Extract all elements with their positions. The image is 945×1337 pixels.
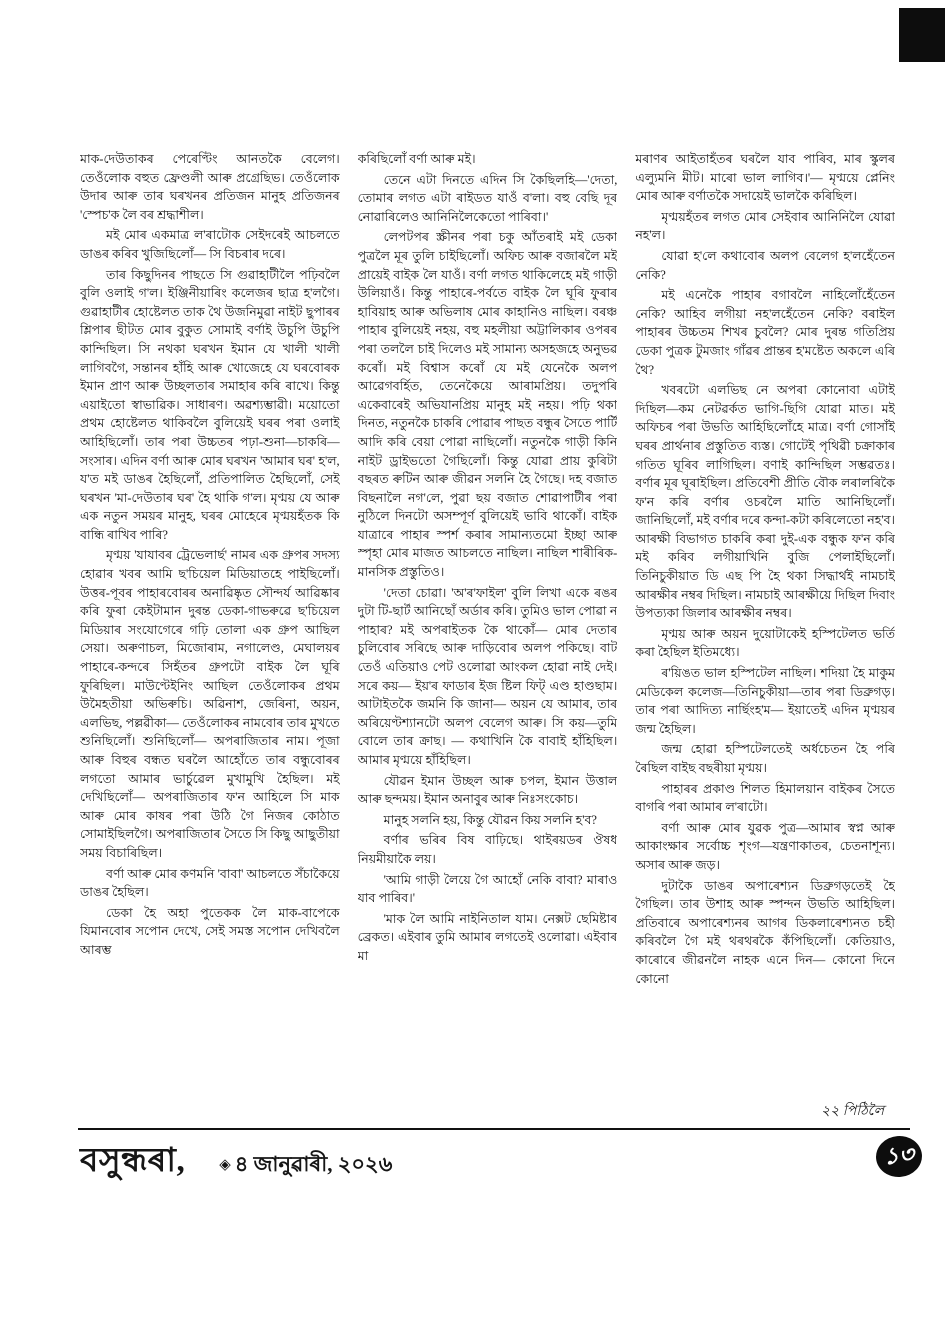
paragraph: মই মোৰ একমাত্ৰ ল'ৰাটোক সেইদৰেই আচলতে ডাঙৰ কৰিব খুজিছিলোঁ— সি বিচৰাৰ দৰে।: [80, 228, 340, 261]
footer: [80, 1134, 780, 1190]
issue-date-text: ৪ জানুৱাৰী, ২০২৬: [234, 1152, 393, 1176]
paragraph: যৌৱন ইমান উচ্ছল আৰু চপল, ইমান উত্তাল আৰু ছন্দময়। ইমান অনাবুৰ আৰু নিঃসংকোচ।: [357, 773, 618, 807]
magazine-masthead: বসুন্ধৰা,: [80, 1143, 186, 1179]
paragraph: মৃণ্ময়হঁতৰ লগত মোৰ সেইবাৰ আনিনিলৈ যোৱা নহ'ল।: [635, 209, 895, 243]
footer-rule: [78, 1128, 910, 1130]
paragraph: ৰ'য়িঙত ভাল হস্পিটেল নাছিল। শদিয়া হৈ মাকুম মেডিকেল কলেজ—তিনিচুকীয়া—তাৰ পৰা ডিব্ৰুগড়। তাৰ পৰা আদিত্য নাৰ্ছিংহ'ম— ইয়াতেই এদিন মৃণ্ময়ৰ জন্ম হৈছিল।: [635, 666, 895, 736]
paragraph: খবৰটো এলভিছ নে অপৰা কোনোবা এটাই দিছিল—কম নেটৱৰ্কত ভাগি-ছিগি যোৱা মাত। মই অফিচৰ পৰা উভতি আহিছিলোঁহে মাত্ৰ। বৰ্ণা গোসাঁই ঘৰৰ প্ৰাৰ্থনাৰ প্ৰস্তুতিত ব্যস্ত। গোটেই পৃথিৱী চক্ৰাকাৰ গতিত ঘূৰিব লাগিছিল। বণাই কান্দিছিল সম্ভৱতঃ। বৰ্ণাৰ মূৰ ঘূৰাইছিল। প্ৰতিবেশী প্ৰীতি বৌক লৰালৰিকৈ ফ'ন কৰি বৰ্ণাৰ ওচৰলৈ মাতি আনিছিলোঁ। জানিছিলোঁ, মই বৰ্ণাৰ দৰে কন্দা-কটা কৰিলেতো নহ'ব। আৰক্ষী বিভাগত চাকৰি কৰা দুই-এক বন্ধুক ফ'ন কৰি মই কৰিব লগীয়াখিনি বুজি পেলাইছিলোঁ। তিনিচুকীয়াত ডি এছ পি হৈ থকা সিদ্ধাৰ্থই নামচাই আৰক্ষীৰ নম্বৰ দিছিল। নামচাই আৰক্ষীয়ে দিছিল দিবাং উপত্যকা জিলাৰ আৰক্ষীৰ নম্বৰ।: [635, 383, 895, 621]
diamond-ornament-icon: ◈: [219, 1155, 231, 1173]
paragraph: 'মাক লৈ আমি নাইনিতাল যাম। নেক্সট ছেমিষ্টাৰ ব্ৰেকত। এইবাৰ তুমি আমাৰ লগতেই ওলোৱা। এইবাৰ মা: [357, 911, 618, 963]
paragraph: বৰ্ণাৰ ভৰিৰ বিষ বাঢ়িছে। থাইৰয়ডৰ ঔষধ নিয়মীয়াকৈ লয়।: [357, 833, 618, 866]
paragraph: যোৱা হ'লে কথাবোৰ অলপ বেলেগ হ'লহেঁতেন নেকি?: [635, 248, 895, 282]
paragraph: মই এনেকৈ পাহাৰ বগাবলৈ নাহিলোঁহেঁতেন নেকি? আহিব লগীয়া নহ'লহেঁতেন নেকি? বৰাইল পাহাৰৰ উচ্চতম শিখৰ চুবলৈ? মোৰ দুৰন্ত গতিপ্ৰিয় ডেকা পুত্ৰক টুমজাং গাঁৱৰ প্ৰান্তৰ হ'মষ্টেত অকলে এৰি থৈ?: [635, 288, 895, 377]
paragraph: 'দেতা চোৱা। 'অ'ৰ'ফাইল' বুলি লিখা একে ৰঙৰ দুটা টি-ছাৰ্ট আনিছোঁ অৰ্ডাৰ কৰি। তুমিও ভাল পোৱা ন পাহাৰ? মই অপৰাইতক কৈ থাকোঁ— মোৰ দেতাৰ চুলিবোৰ সৰিছে আৰু দাড়িবোৰ অলপ পকিছে। বাট তেওঁ এতিয়াও পেট ওলোৱা আংকল হোৱা নাই দেই। সৰে কয়— ইয়'ৰ ফাডাৰ ইজ ষ্টিল ফিট্ এণ্ড হাণ্ডছাম। আটাইতকৈ জমনি কি জানা— অয়ন যে আমাৰ, তাৰ অৰিয়েণ্টশ্যানটো অলপ বেলেগ আৰু। সি কয়—তুমি বোলে তাৰ ক্ৰাছ। — কথাখিনি কৈ বাবাই হাঁহিছিল। আমাৰ মৃণ্ময়ে হাঁহিছিল।: [357, 585, 618, 767]
page-number-badge: [874, 1134, 923, 1179]
text-column-1: [80, 150, 340, 1130]
paragraph: দুটাকৈ ডাঙৰ অপাৰেশ্যন ডিব্ৰুগড়তেই হৈ গৈছিল। তাৰ উশাহ আৰু স্পন্দন উভতি আহিছিল। প্ৰতিবাৰে অপাৰেশ্যনৰ আগৰ ডিকলাৰেশ্যনত চহী কৰিবলৈ গৈ মই থৰথৰকৈ কঁপিছিলোঁ। কেতিয়াও, কাৰোৰে জীৱনলৈ নাহক এনে দিন— কোনো দিনে কোনো: [635, 878, 895, 986]
paragraph: লেপটপৰ স্ক্ৰীনৰ পৰা চকু আঁতৰাই মই ডেকা পুত্ৰলৈ মূৰ তুলি চাইছিলোঁ। অফিচ আৰু বজাৰলৈ মই প্ৰায়েই বাইক লৈ যাওঁ। বৰ্ণা লগত থাকিলেহে মই গাড়ী উলিয়াওঁ। কিন্তু পাহাৰে-পৰ্বতে বাইক লৈ ঘূৰি ফুৰাৰ হাবিয়াহ আৰু অভিলাষ মোৰ কাহানিও নাছিল। বৰঞ্চ পাহাৰ বুলিয়েই নহয়, বহু মহলীয়া অট্টালিকাৰ ওপৰৰ পৰা তললৈ চাই দিলেও মই সামান্য অসহজহে অনুভৱ কৰোঁ। মই বিশ্বাস কৰোঁ যে মই যেনেকৈ অলপ আৱেগবৰ্হিত, তেনেকৈয়ে আৰামপ্ৰিয়। তদুপৰি একেবাৰেই অভিযানপ্ৰিয় মানুহ মই নহয়। পঢ়ি থকা দিনত, নতুনকৈ চাকৰি পোৱাৰ পাছত বন্ধুৰ সৈতে পাৰ্টি আদি কৰি বেয়া পোৱা নাছিলোঁ। নতুনকৈ গাড়ী কিনি নাইট ড্ৰাইভতো গৈছিলোঁ। কিন্তু যোৱা প্ৰায় কুৰিটা বছৰত ৰুটিন আৰু জীৱন সলনি হৈ গৈছে। দহ বজাত বিছনালৈ নগ'লে, পুৱা ছয় বজাত শোৱাপাটীৰ পৰা নুঠিলে দিনটো অসম্পূৰ্ণ বুলিয়েই ভাবি থাকোঁ। বাইক যাত্ৰাৰে পাহাৰ স্পৰ্শ কৰাৰ সামান্যতমো ইচ্ছা আৰু স্পৃহা মোৰ মাজত আচলতে নাছিল। নাছিল শাৰীৰিক-মানসিক প্ৰস্তুতিও।: [357, 230, 618, 580]
paragraph: তেনে এটা দিনতে এদিন সি কৈছিলহি—'দেতা, তোমাৰ লগত এটা ৰাইডত যাওঁ ব'লা। বহু বেছি দূৰ নোৱাৰিলেও আনিনিলৈকেতো পাৰিবা।': [357, 172, 618, 224]
paragraph: মৃণ্ময় 'যাযাবৰ ট্ৰেভেলাৰ্ছ' নামৰ এক গ্ৰুপৰ সদস্য হোৱাৰ খবৰ আমি ছ'চিয়েল মিডিয়াতহে পাইছিলোঁ। উত্তৰ-পূবৰ পাহাৰবোৰৰ অনাৱিষ্কৃত সৌন্দৰ্য আৱিষ্কাৰ কৰি ফুৰা কেইটামান দুৰন্ত ডেকা-গাভৰুৱে ছ'চিয়েল মিডিয়াৰ সংযোগেৰে গঢ়ি তোলা এক গ্ৰুপ আছিল সেয়া। অৰুণাচল, মিজোৰাম, নগালেণ্ড, মেঘালয়ৰ পাহাৰে-কন্দৰে সিহঁতৰ গ্ৰুপটো বাইক লৈ ঘূৰি ফুৰিছিল। মাউণ্টেইনিং আছিল তেওঁলোকৰ প্ৰথম উমৈহতীয়া অভিৰুচি। অৱিনাশ, জেৰিনা, অয়ন, এলভিছ, পল্লৱীকা— তেওঁলোকৰ নামবোৰ তাৰ মুখতে শুনিছিলোঁ। শুনিছিলোঁ— অপৰাজিতাৰ নাম। পূজা আৰু বিহুৰ বন্ধত ঘৰলৈ আহোঁতে তাৰ বন্ধুবোৰৰ লগতো আমাৰ ভাৰ্চুৱেল মুখামুখি হৈছিল। মই দেখিছিলোঁ— অপৰাজিতাৰ ফ'ন আহিলে সি মাক আৰু মোৰ কাষৰ পৰা উঠি গৈ নিজৰ কোঠাত সোমাইছিলগৈ। অপৰাজিতাৰ সৈতে সি কিছু আছুতীয়া সময় বিচাৰিছিল।: [80, 548, 340, 860]
text-column-3: [635, 150, 895, 1130]
paragraph: মৰাণৰ আইতাহঁতৰ ঘৰলৈ যাব পাৰিব, মাৰ স্কুলৰ এল্যুমনি মীট। মাৰো ভাল লাগিব।'— মৃণ্ময়ে প্লেনিং মোৰ আৰু বৰ্ণাতকৈ সদায়েই ভালকৈ কৰিছিল।: [635, 152, 895, 204]
paragraph: ডেকা হৈ অহা পুতেকক লৈ মাক-বাপেকে যিমানবোৰ সপোন দেখে, সেই সমস্ত সপোন দেখিবলৈ আৰম্ভ: [80, 905, 340, 957]
continued-on-page-note: ২২ পিঠিলৈ: [815, 1099, 890, 1123]
issue-date: [219, 1148, 392, 1183]
paragraph: মৃণ্ময় আৰু অয়ন দুয়োটাকেই হস্পিটেলত ভৰ্তি কৰা হৈছিল ইতিমধ্যে।: [635, 626, 895, 660]
paragraph: পাহাৰৰ প্ৰকাণ্ড শিলত হিমালয়ান বাইকৰ সৈতে বাগৰি পৰা আমাৰ ল'ৰাটো।: [635, 781, 895, 815]
page-number: ১৩: [883, 1141, 915, 1170]
corner-block: [899, 8, 945, 62]
paragraph: কৰিছিলোঁ বৰ্ণা আৰু মই।: [357, 152, 476, 166]
paragraph: মাক-দেউতাকৰ পেৰেণ্টিং আনতকৈ বেলেগ। তেওঁলোক বহুত ফ্ৰেণ্ডলী আৰু প্ৰগ্ৰেছিভ। তেওঁলোক উদাৰ আৰু তাৰ ঘৰখনৰ প্ৰতিজন মানুহ প্ৰতিজনৰ 'স্পেচ'ক লৈ বৰ শ্ৰদ্ধাশীল।: [80, 152, 340, 222]
paragraph: জন্ম হোৱা হস্পিটেলতেই অৰ্ধচেতন হৈ পৰি ৰৈছিল বাইছ বছৰীয়া মৃণ্ময়।: [635, 742, 895, 775]
text-column-2: [358, 150, 618, 1130]
paragraph: বৰ্ণা আৰু মোৰ কণমনি 'বাবা' আচলতে সঁচাকৈয়ে ডাঙৰ হৈছিল।: [80, 866, 340, 900]
paragraph: 'আমি গাড়ী লৈয়ে গৈ আহোঁ নেকি বাবা? মাৰাও যাব পাৰিব।': [357, 872, 618, 906]
paragraph: তাৰ কিছুদিনৰ পাছতে সি গুৱাহাটীলৈ পঢ়িবলৈ বুলি ওলাই গ'ল। ইঞ্জিনীয়াৰিং কলেজৰ ছাত্ৰ হ'লগৈ। গুৱাহাটীৰ হোষ্টেলত তাক থৈ উজনিমুৱা নাইট ছুপাৰৰ শ্লিপাৰ ছীটত মোৰ বুকুত সোমাই বৰ্ণাই উচুপি উচুপি কান্দিছিল। সি নথকা ঘৰখন ইমান যে খালী খালী লাগিবগৈ, সন্তানৰ হাঁহি আৰু খোজেহে যে ঘৰবোৰক ইমান প্ৰাণ আৰু উচ্ছলতাৰ সমাহাৰ কৰি ৰাখে। কিন্তু এয়াইতো স্বাভাৱিক। সাধাৰণ। অৱশ্যম্ভাৱী। ময়োতো প্ৰথম হোষ্টেলত থাকিবলৈ বুলিয়েই ঘৰৰ পৰা ওলাই আহিছিলোঁ। তাৰ পৰা উচ্চতৰ পঢ়া-শুনা—চাকৰি— সংসাৰ। এদিন বৰ্ণা আৰু মোৰ ঘৰখন 'আমাৰ ঘৰ' হ'ল, য'ত মই ডাঙৰ হৈছিলোঁ, প্ৰতিপালিত হৈছিলোঁ, সেই ঘৰখন 'মা-দেউতাৰ ঘৰ' হৈ থাকি গ'ল। মৃণ্ময় যে আৰু এক নতুন সময়ৰ মানুহ, ঘৰৰ মোহেৰে মৃণ্ময়হঁতক কি বান্ধি ৰাখিব পাৰি?: [80, 267, 340, 542]
paragraph: বৰ্ণা আৰু মোৰ যুৱক পুত্ৰ—আমাৰ স্বপ্ন আৰু আকাংক্ষাৰ সৰ্বোচ্চ শৃংগ—যন্ত্ৰণাকাতৰ, চেতনাশূন্য। অসাৰ আৰু জড়।: [635, 820, 895, 872]
article-body: [80, 150, 895, 1130]
paragraph: মানুহ সলনি হয়, কিন্তু যৌৱন কিয় সলনি হ'ব?: [383, 812, 597, 827]
